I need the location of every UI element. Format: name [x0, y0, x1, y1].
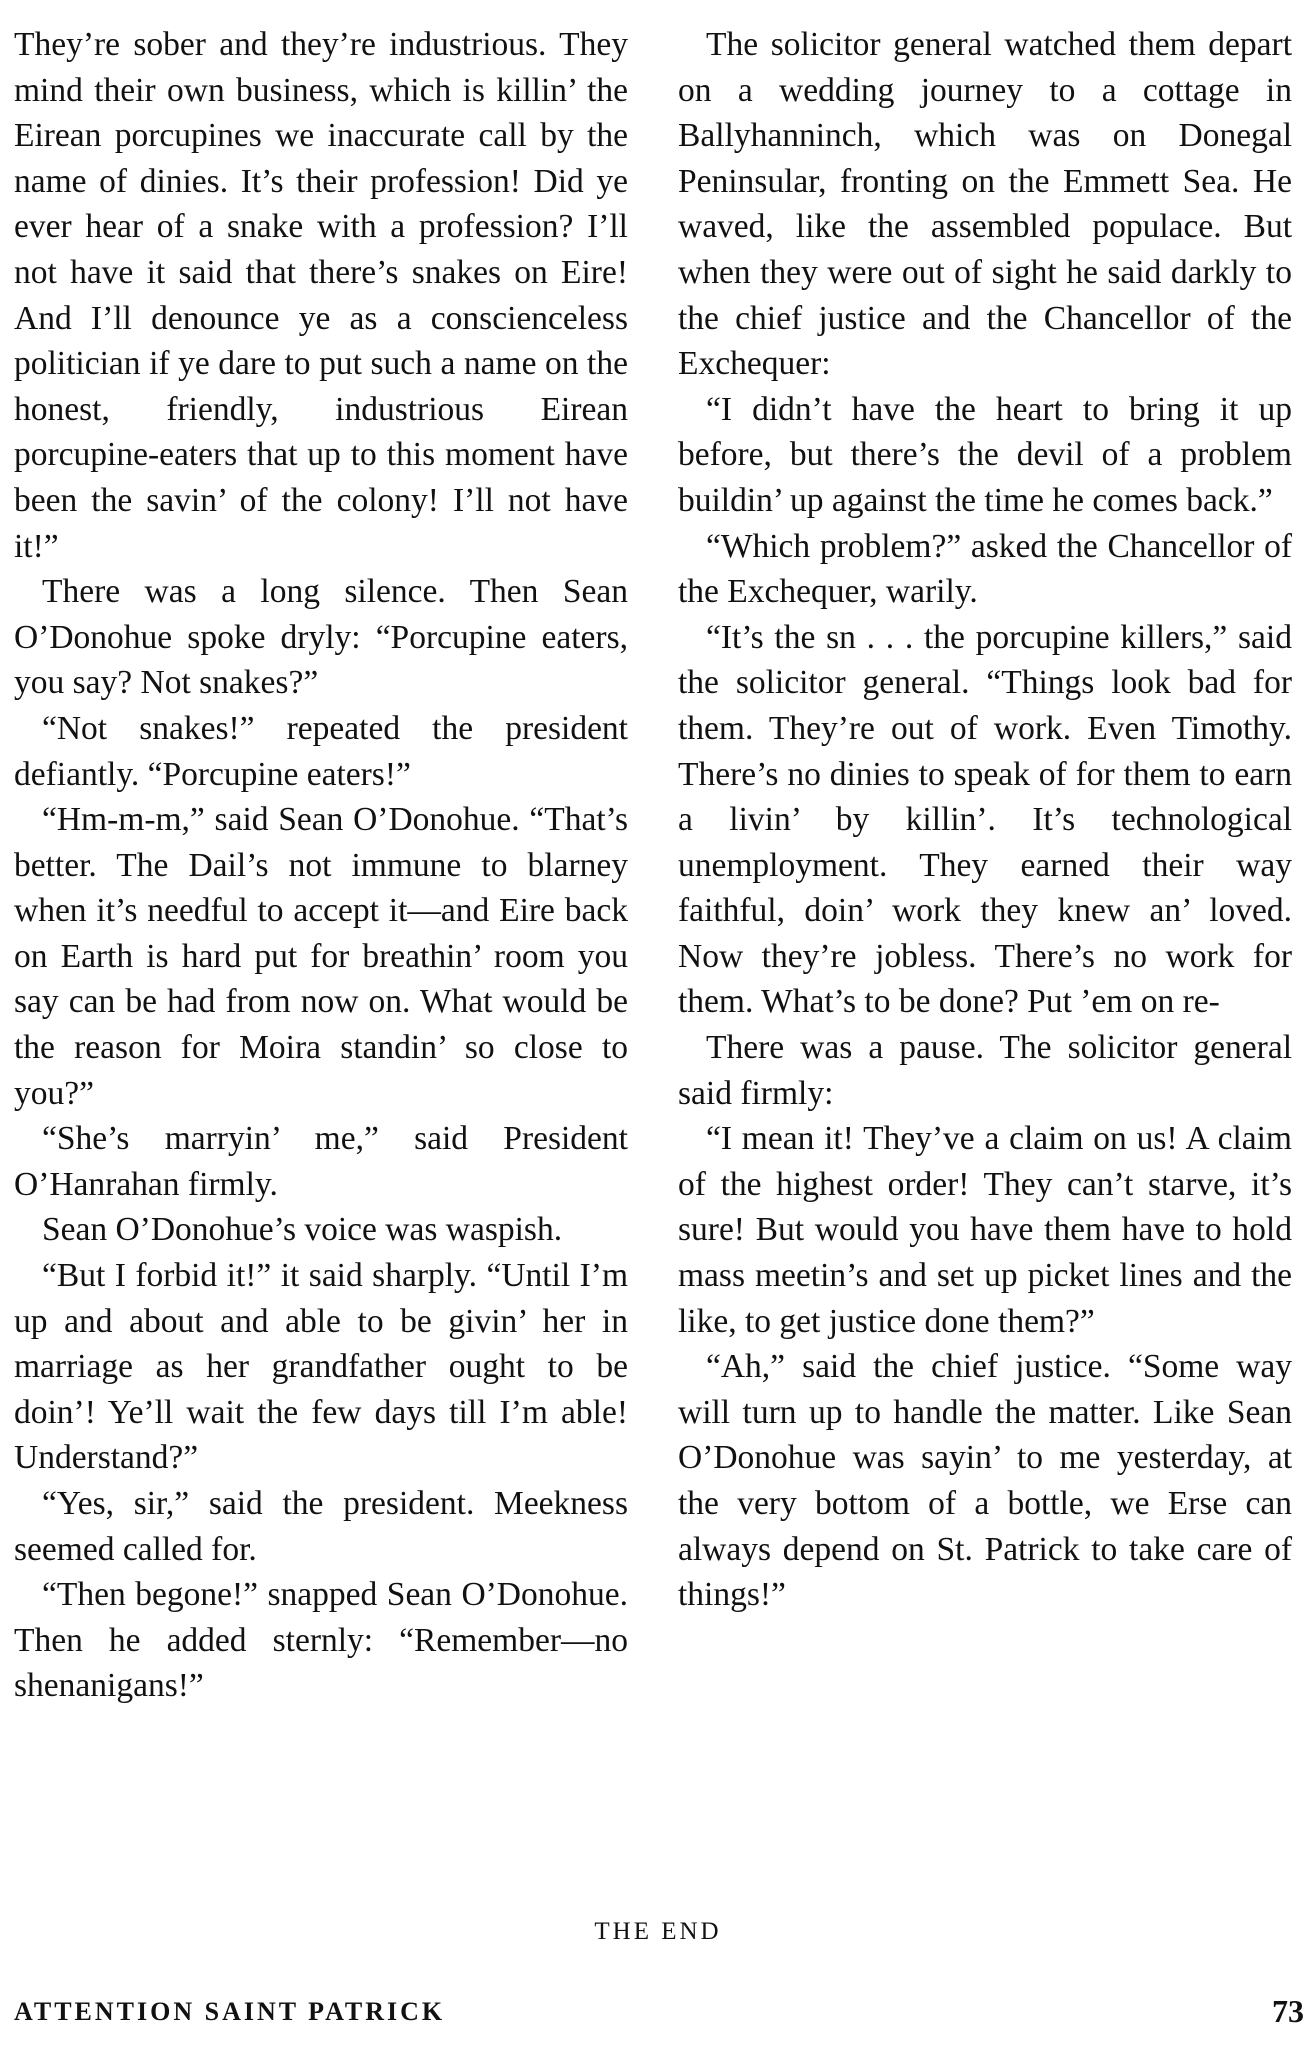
paragraph: “Hm-m-m,” said Sean O’Donohue. “That’s better. The Dail’s not immune to blarney when it’s needful to accept it—and Eire back on Earth is hard put for breathin’ room you say can be had from now on. What would be the reason for Moira standin’ so close to you?”	[14, 801, 628, 1112]
paragraph: “She’s marryin’ me,” said President O’Hanrahan firmly.	[14, 1120, 628, 1203]
paragraph: “But I forbid it!” it said sharply. “Until I’m up and about and able to be givin’ her in marriage as her grandfather ought to be doin’! Ye’ll wait the few days till I’m able! Understand?”	[14, 1257, 628, 1477]
the-end-mark: THE END	[594, 1918, 722, 1945]
paragraph: “Yes, sir,” said the president. Meekness seemed called for.	[14, 1485, 628, 1568]
running-title: ATTENTION SAINT PATRICK	[14, 1997, 446, 2026]
paragraph: “Then begone!” snapped Sean O’Donohue. Then he added sternly: “Remember—no shenanigans!”	[14, 1576, 628, 1705]
paragraph: “I didn’t have the heart to bring it up before, but there’s the devil of a problem buildin’ up against the time he comes back.”	[678, 390, 1292, 519]
paragraph: “It’s the sn . . . the porcupine killers,” said the solicitor general. “Things look bad for them. They’re out of work. Even Timothy. There’s no dinies to speak of for them to earn a livin’ by killin’. It’s technological unemployment. They earned their way faithful, doin’ work they knew an’ loved. Now they’re jobless. There’s no work for them. What’s to be done? Put ’em on re-	[678, 618, 1292, 1021]
right-column	[678, 22, 1292, 1618]
paragraph: “I mean it! They’ve a claim on us! A claim of the highest order! They can’t starve, it’s sure! But would you have them have to hold mass meetin’s and set up picket lines and the like, to get justice done them?”	[678, 1120, 1292, 1340]
page-number: 73	[1272, 1993, 1304, 2029]
page-footer	[14, 1993, 1304, 2033]
paragraph: “Not snakes!” repeated the president defiantly. “Porcupine eaters!”	[14, 709, 628, 793]
paragraph: Sean O’Donohue’s voice was waspish.	[42, 1211, 563, 1249]
paragraph: “Which problem?” asked the Chancellor of the Exchequer, warily.	[678, 527, 1292, 611]
paragraph: They’re sober and they’re industrious. They mind their own business, which is killin’ the Eirean porcupines we inaccurate call by the name of dinies. It’s their profession! Did ye ever hear of a snake with a profession? I’ll not have it said that there’s snakes on Eire! And I’ll denounce ye as a conscienceless politician if ye dare to put such a name on the honest, friendly, industrious Eirean porcupine-eaters that up to this moment have been the savin’ of the colony! I’ll not have it!”	[14, 26, 628, 565]
paragraph: There was a pause. The solicitor general said firmly:	[678, 1029, 1292, 1112]
paragraph: There was a long silence. Then Sean O’Donohue spoke dryly: “Porcupine eaters, you say? Not snakes?”	[14, 573, 628, 702]
left-column	[14, 22, 628, 1709]
paragraph: “Ah,” said the chief justice. “Some way will turn up to handle the matter. Like Sean O’Donohue was sayin’ to me yesterday, at the very bottom of a bottle, we Erse can always depend on St. Patrick to take care of things!”	[678, 1348, 1292, 1614]
paragraph: The solicitor general watched them depart on a wedding journey to a cottage in Ballyhanninch, which was on Donegal Peninsular, fronting on the Emmett Sea. He waved, like the assembled populace. But when they were out of sight he said darkly to the chief justice and the Chancellor of the Exchequer:	[678, 26, 1292, 383]
